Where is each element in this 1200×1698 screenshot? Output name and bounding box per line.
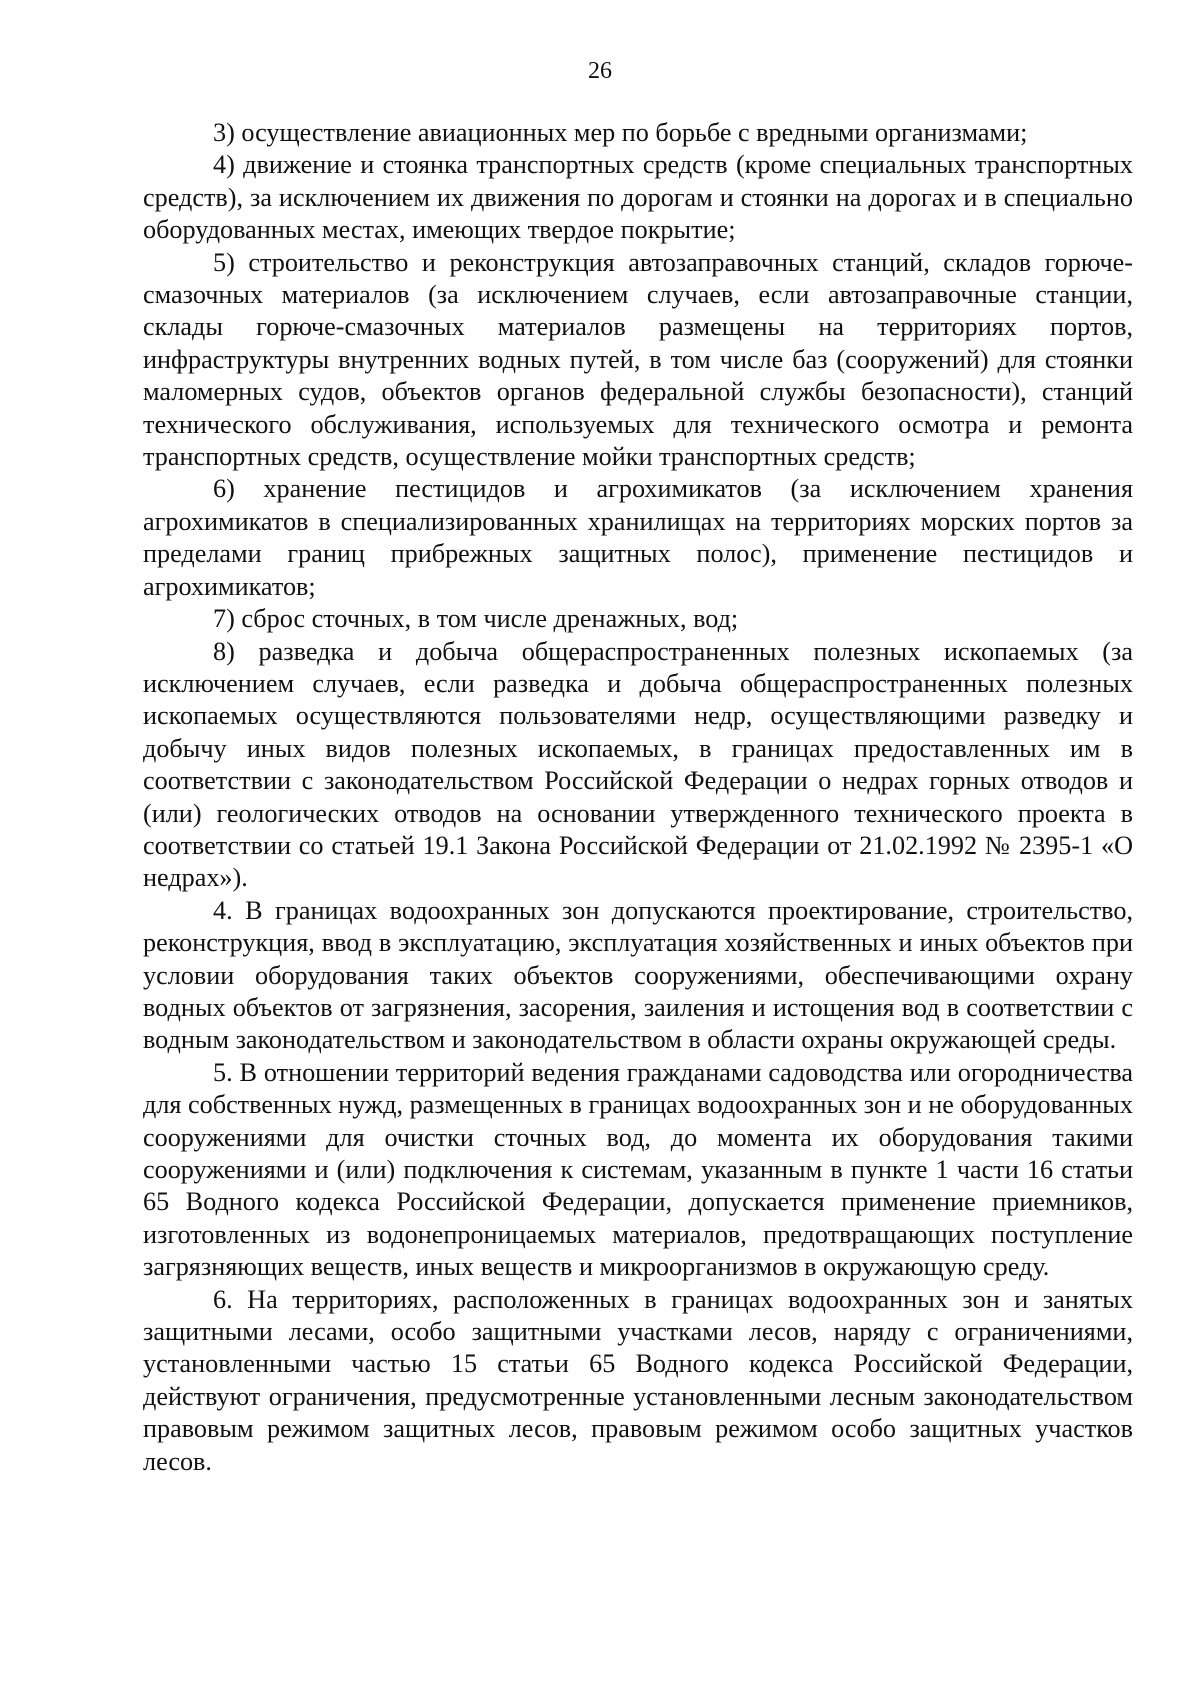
paragraph-section-5: 5. В отношении территорий ведения гражданами садоводства или огородничества для собственных нужд, размещенных в границах водоохранных зон и не оборудованных сооружениями для очистки сточных вод, до момента их оборудования такими сооружениями и (или) подключения к системам, указанным в пункте 1 части 16 статьи 65 Водного кодекса Российской Федерации, допускается применение приемников, изготовленных из водонепроницаемых материалов, предотвращающих поступление загрязняющих веществ, иных веществ и микроорганизмов в окружающую среду. [143,1057,1133,1282]
paragraph-item-5: 5) строительство и реконструкция автозаправочных станций, складов горюче-смазочных материалов (за исключением случаев, если автозаправочные станции, склады горюче-смазочных материалов размещены на территориях портов, инфраструктуры внутренних водных путей, в том числе баз (сооружений) для стоянки маломерных судов, объектов органов федеральной службы безопасности), станций технического обслуживания, используемых для технического осмотра и ремонта транспортных средств, осуществление мойки транспортных средств; [143,247,1133,472]
page-number: 26 [588,58,612,84]
paragraph-item-4: 4) движение и стоянка транспортных средств (кроме специальных транспортных средств), за исключением их движения по дорогам и стоянки на дорогах и в специально оборудованных местах, имеющих твердое покрытие; [143,150,1133,245]
document-body [143,117,1133,1478]
paragraph-section-6: 6. На территориях, расположенных в границах водоохранных зон и занятых защитными лесами, особо защитными участками лесов, наряду с ограничениями, установленными частью 15 статьи 65 Водного кодекса Российской Федерации, действуют ограничения, предусмотренные установленными лесным законодательством правовым режимом защитных лесов, правовым режимом особо защитных участков лесов. [143,1284,1133,1476]
paragraph-item-8: 8) разведка и добыча общераспространенных полезных ископаемых (за исключением случаев, если разведка и добыча общераспространенных полезных ископаемых осуществляются пользователями недр, осуществляющими разведку и добычу иных видов полезных ископаемых, в границах предоставленных им в соответствии с законодательством Российской Федерации о недрах горных отводов и (или) геологических отводов на основании утвержденного технического проекта в соответствии со статьей 19.1 Закона Российской Федерации от 21.02.1992 № 2395-1 «О недрах»). [143,636,1133,893]
paragraph-section-4: 4. В границах водоохранных зон допускаются проектирование, строительство, реконструкция, ввод в эксплуатацию, эксплуатация хозяйственных и иных объектов при условии оборудования таких объектов сооружениями, обеспечивающими охрану водных объектов от загрязнения, засорения, заиления и истощения вод в соответствии с водным законодательством и законодательством в области охраны окружающей среды. [143,895,1133,1055]
paragraph-item-3: 3) осуществление авиационных мер по борьбе с вредными организмами; [213,118,1028,147]
paragraph-item-7: 7) сброс сточных, в том числе дренажных, вод; [213,604,739,634]
paragraph-item-6: 6) хранение пестицидов и агрохимикатов (за исключением хранения агрохимикатов в специализированных хранилищах на территориях морских портов за пределами границ прибрежных защитных полос), применение пестицидов и агрохимикатов; [143,474,1133,601]
